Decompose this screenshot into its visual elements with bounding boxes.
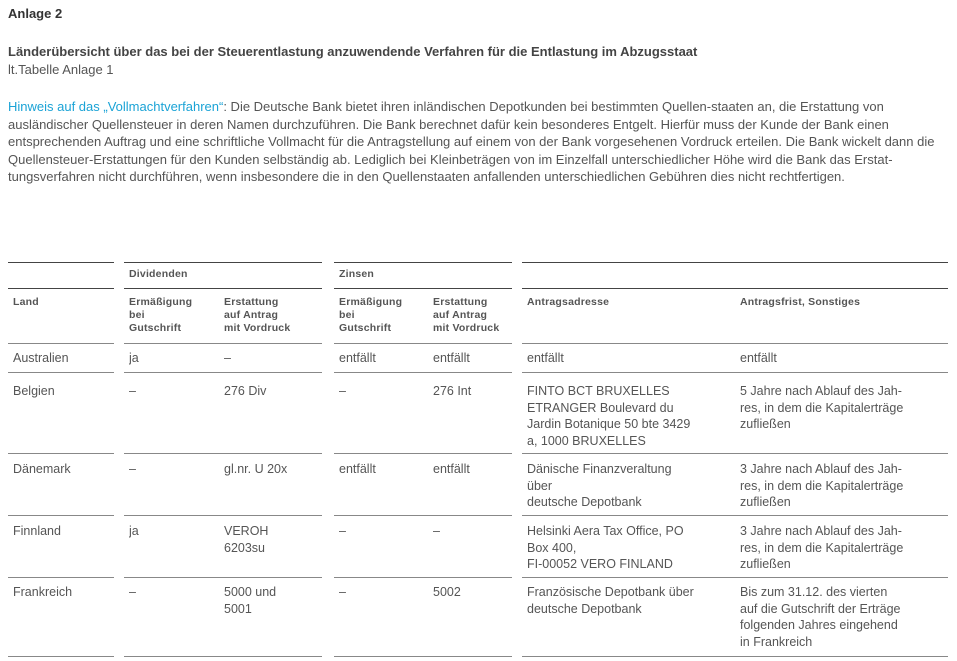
table-cell-div-reduction: ja [129, 351, 139, 365]
row-rule [124, 577, 322, 578]
table-cell-div-refund: 276 Div [224, 384, 267, 398]
table-cell-int-reduction: entfällt [339, 462, 376, 476]
table-cell-div-reduction: – [129, 462, 136, 476]
table-cell-int-reduction: – [339, 585, 346, 599]
row-rule [8, 515, 114, 516]
table-cell-land: Dänemark [13, 462, 71, 476]
row-rule [522, 453, 948, 454]
row-rule [522, 372, 948, 373]
row-rule [334, 343, 512, 344]
row-rule [124, 372, 322, 373]
table-cell-int-refund: entfällt [433, 351, 470, 365]
header-rule [334, 288, 512, 289]
row-rule [522, 577, 948, 578]
table-cell-address: FINTO BCT BRUXELLES ETRANGER Boulevard du Jardin Botanique 50 bte 3429 a, 1000 BRUXELLES [527, 384, 691, 448]
row-rule [334, 515, 512, 516]
header-rule [522, 288, 948, 289]
table-cell-int-reduction: – [339, 384, 346, 398]
column-header-int-reduction: Ermäßigung bei Gutschrift [339, 296, 403, 334]
row-rule [334, 577, 512, 578]
table-cell-address: Dänische Finanzveraltung über deutsche Depotbank [527, 462, 672, 509]
table-cell-div-refund: VEROH 6203su [224, 524, 269, 555]
column-header-div-reduction: Ermäßigung bei Gutschrift [129, 296, 193, 334]
table-cell-int-refund: entfällt [433, 462, 470, 476]
row-rule [334, 453, 512, 454]
header-rule [8, 288, 114, 289]
table-cell-div-refund: – [224, 351, 231, 365]
row-rule [522, 343, 948, 344]
table-cell-int-refund: 5002 [433, 585, 461, 599]
table-cell-deadline: 3 Jahre nach Ablauf des Jah- res, in dem die Kapitalerträge zufließen [740, 462, 904, 509]
header-rule [124, 262, 322, 263]
column-header-int-refund: Erstattung auf Antrag mit Vordruck [433, 296, 500, 334]
table-cell-land: Australien [13, 351, 69, 365]
table-cell-land: Frankreich [13, 585, 73, 599]
table-cell-div-refund: 5000 und 5001 [224, 585, 277, 616]
table-cell-deadline: 3 Jahre nach Ablauf des Jah- res, in dem die Kapitalerträge zufließen [740, 524, 904, 571]
header-rule [334, 262, 512, 263]
table-cell-land: Finnland [13, 524, 61, 538]
row-rule [124, 656, 322, 657]
row-rule [334, 372, 512, 373]
row-rule [124, 343, 322, 344]
table-cell-int-reduction: – [339, 524, 346, 538]
row-rule [334, 656, 512, 657]
row-rule [8, 343, 114, 344]
table-cell-address: entfällt [527, 351, 564, 365]
row-rule [8, 372, 114, 373]
header-rule [8, 262, 114, 263]
table-cell-land: Belgien [13, 384, 55, 398]
document-title: Länderübersicht über das bei der Steuerentlastung anzuwendende Verfahren für die Entlastung im Abzugsstaat [8, 44, 698, 59]
table-cell-deadline: Bis zum 31.12. des vierten auf die Gutschrift der Erträge folgenden Jahres eingehend in Frankreich [740, 585, 901, 649]
table-cell-address: Französische Depotbank über deutsche Depotbank [527, 585, 694, 616]
table-cell-address: Helsinki Aera Tax Office, PO Box 400, FI-00052 VERO FINLAND [527, 524, 684, 571]
row-rule [124, 453, 322, 454]
column-header-land: Land [13, 296, 39, 308]
header-rule [522, 262, 948, 263]
notice-text: : Die Deutsche Bank bietet ihren inländischen Depotkunden bei bestimmten Quellen-staaten an, die Erstattung von ausländischer Quellensteuer in deren Namen durchzuführen. Die Bank berechnet dafür kein besonderes Entgelt. Hierfür muss der Kunde der Bank einen entsprechenden Auftrag und eine schriftliche Vollmacht für die Antragstellung auf einem von der Bank vorgesehenen Vordruck erteilen. Die Bank wickelt dann die Quellensteuer-Erstattungen für den Kunden selbständig ab. Lediglich bei Kleinbeträgen von im Einzelfall unterschiedlicher Höhe wird die Bank das Erstat-tungsverfahren nicht durchführen, wenn insbesondere die in den Quellenstaaten anfallenden unterschiedlichen Gebühren dies nicht rechtfertigen. [8, 99, 935, 184]
header-rule [124, 288, 322, 289]
row-rule [522, 515, 948, 516]
table-cell-deadline: 5 Jahre nach Ablauf des Jah- res, in dem die Kapitalerträge zufließen [740, 384, 904, 431]
table-cell-div-refund: gl.nr. U 20x [224, 462, 288, 476]
row-rule [8, 577, 114, 578]
table-cell-int-refund: 276 Int [433, 384, 472, 398]
notice-paragraph [8, 98, 948, 186]
table-cell-deadline: entfällt [740, 351, 777, 365]
table-cell-div-reduction: – [129, 585, 136, 599]
table-cell-div-reduction: – [129, 384, 136, 398]
document-subtitle: lt.Tabelle Anlage 1 [8, 62, 114, 77]
row-rule [8, 656, 114, 657]
column-header-div-refund: Erstattung auf Antrag mit Vordruck [224, 296, 291, 334]
column-header-deadline: Antragsfrist, Sonstiges [740, 296, 861, 308]
group-header-dividends: Dividenden [129, 268, 188, 280]
table-cell-int-refund: – [433, 524, 440, 538]
row-rule [8, 453, 114, 454]
table-cell-div-reduction: ja [129, 524, 139, 538]
row-rule [124, 515, 322, 516]
group-header-interest: Zinsen [339, 268, 375, 280]
column-header-address: Antragsadresse [527, 296, 610, 308]
table-cell-int-reduction: entfällt [339, 351, 376, 365]
row-rule [522, 656, 948, 657]
annex-heading: Anlage 2 [8, 6, 63, 21]
notice-link[interactable]: Hinweis auf das „Vollmachtverfahren“ [8, 99, 224, 114]
